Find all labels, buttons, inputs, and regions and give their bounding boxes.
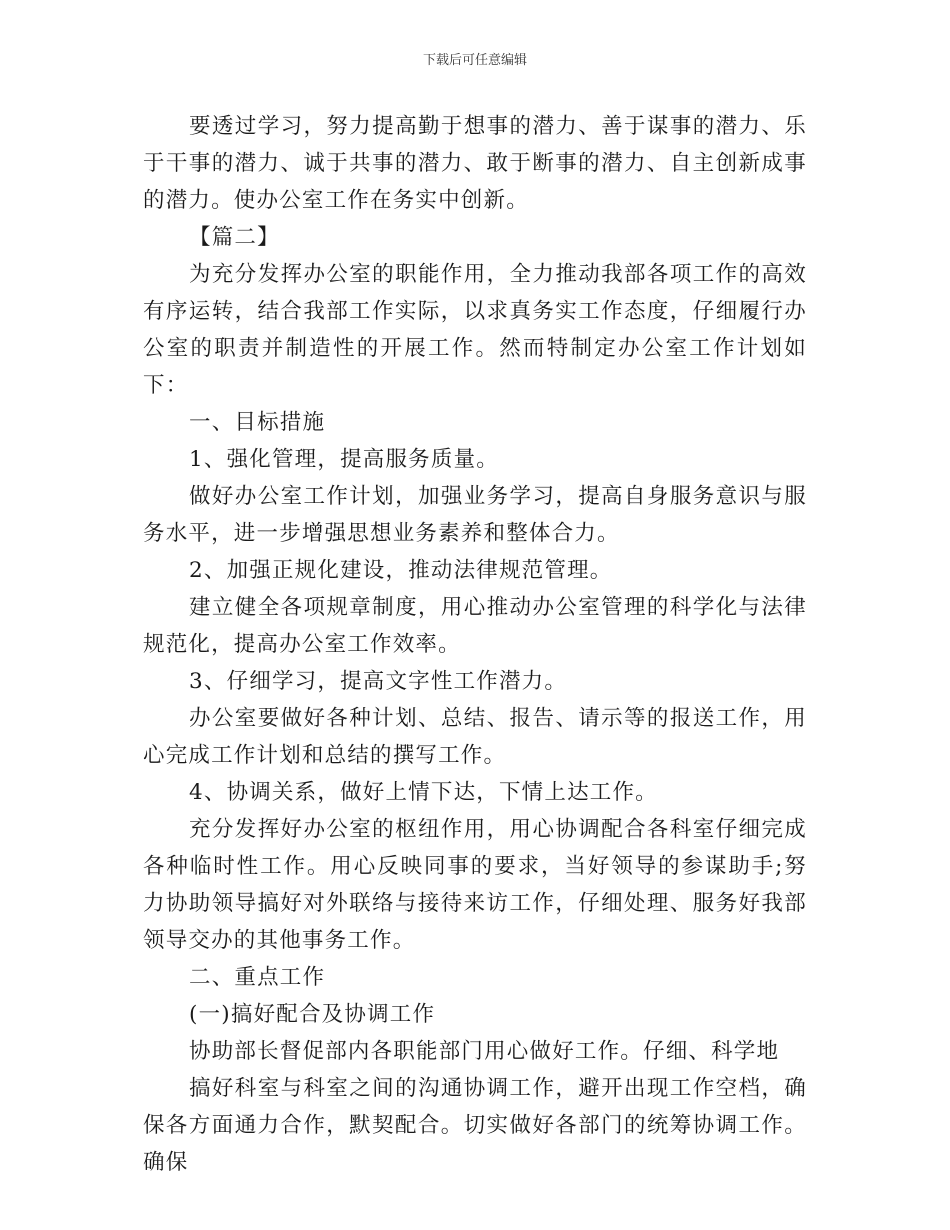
paragraph: 办公室要做好各种计划、总结、报告、请示等的报送工作，用心完成工作计划和总结的撰写工作。 <box>143 706 807 768</box>
list-item-heading: 3、仔细学习，提高文字性工作潜力。 <box>189 669 568 694</box>
section-heading: 【篇二】 <box>189 225 280 250</box>
paragraph: 做好办公室工作计划，加强业务学习，提高自身服务意识与服务水平，进一步增强思想业务素养和整体合力。 <box>143 484 807 546</box>
paragraph: 充分发挥好办公室的枢纽作用，用心协调配合各科室仔细完成各种临时性工作。用心反映同事的要求，当好领导的参谋助手;努力协助领导搞好对外联络与接待来访工作，仔细处理、服务好我部领导交办的其他事务工作。 <box>143 817 807 953</box>
header-note: 下载后可任意编辑 <box>422 53 527 68</box>
paragraph: 建立健全各项规章制度，用心推动办公室管理的科学化与法律规范化，提高办公室工作效率。 <box>143 595 807 657</box>
document-body <box>143 108 807 1181</box>
paragraph: 搞好科室与科室之间的沟通协调工作，避开出现工作空档，确保各方面通力合作，默契配合。切实做好各部门的统筹协调工作。确保 <box>143 1076 807 1175</box>
paragraph: 协助部长督促部内各职能部门用心做好工作。仔细、科学地 <box>189 1039 780 1064</box>
list-item-heading: 2、加强正规化建设，推动法律规范管理。 <box>189 558 613 583</box>
paragraph: 为充分发挥办公室的职能作用，全力推动我部各项工作的高效有序运转，结合我部工作实际，以求真务实工作态度，仔细履行办公室的职责并制造性的开展工作。然而特制定办公室工作计划如下： <box>143 262 807 398</box>
section-heading: 二、重点工作 <box>189 965 326 990</box>
paragraph: 要透过学习，努力提高勤于想事的潜力、善于谋事的潜力、乐于干事的潜力、诚于共事的潜力、敢于断事的潜力、自主创新成事的潜力。使办公室工作在务实中创新。 <box>143 114 807 213</box>
subsection-heading: (一)搞好配合及协调工作 <box>189 1002 436 1027</box>
list-item-heading: 4、协调关系，做好上情下达，下情上达工作。 <box>189 780 658 805</box>
list-item-heading: 1、强化管理，提高服务质量。 <box>189 447 499 472</box>
section-heading: 一、目标措施 <box>189 410 326 435</box>
